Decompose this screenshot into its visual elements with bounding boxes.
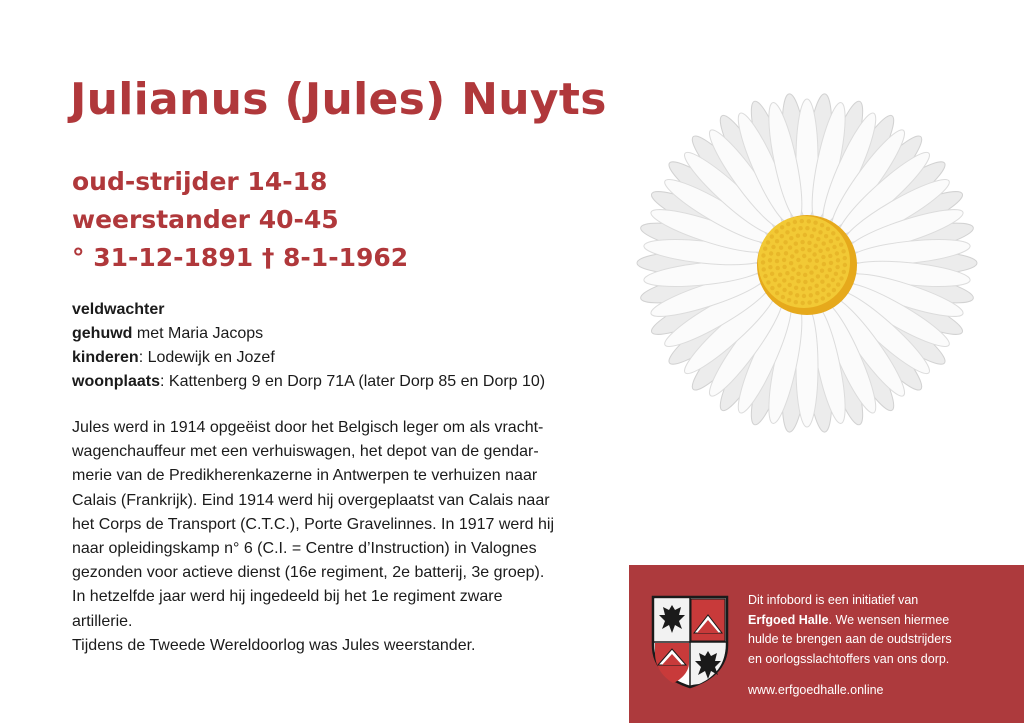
daisy-floret [788, 245, 792, 249]
daisy-floret [828, 254, 832, 258]
daisy-floret [834, 272, 838, 276]
daisy-floret [778, 273, 782, 277]
daisy-floret [839, 276, 843, 280]
daisy-floret [801, 287, 805, 291]
daisy-floret [782, 265, 786, 269]
residence-value: : Kattenberg 9 en Dorp 71A (later Dorp 85 en Dorp 10) [160, 373, 546, 390]
daisy-floret [808, 286, 812, 290]
daisy-floret [762, 267, 766, 271]
daisy-floret [818, 249, 822, 253]
daisy-floret [794, 249, 798, 253]
daisy-floret [788, 291, 792, 295]
daisy-floret [801, 301, 805, 305]
occupation: veldwachter [72, 301, 165, 318]
story-line: wagenchauffeur met een verhuiswagen, het depot van de gendar- [72, 443, 539, 461]
daisy-floret [766, 280, 770, 284]
daisy-floret [812, 227, 816, 231]
story-line: Tijdens de Tweede Wereldoorlog was Jules weerstander. [72, 636, 476, 654]
daisy-floret [826, 227, 830, 231]
daisy-floret [814, 265, 818, 269]
subtitle-veteran: oud-strijder 14-18 [72, 167, 328, 196]
daisy-floret [761, 253, 765, 257]
daisy-floret [791, 267, 795, 271]
daisy-floret [824, 234, 828, 238]
daisy-floret [802, 294, 806, 298]
daisy-floret [796, 234, 800, 238]
daisy-floret [820, 223, 824, 227]
daisy-floret [796, 258, 800, 262]
daisy-floret [814, 244, 818, 248]
story-line: naar opleidingskamp n° 6 (C.I. = Centre d’Instruction) in Valognes [72, 540, 537, 558]
daisy-floret [809, 293, 813, 297]
daisy-floret [769, 251, 773, 255]
daisy-floret [826, 247, 830, 251]
daisy-floret [794, 242, 798, 246]
married-value: met Maria Jacops [132, 325, 264, 342]
daisy-floret [832, 245, 836, 249]
daisy-floret [836, 282, 840, 286]
story-line: Jules werd in 1914 opgeëist door het Belgisch leger om als vracht- [72, 419, 544, 436]
daisy-floret [807, 300, 811, 304]
daisy-floret [843, 263, 847, 267]
daisy-floret [807, 241, 811, 245]
daisy-image [624, 82, 990, 444]
daisy-floret [792, 227, 796, 231]
info-panel [629, 565, 1024, 723]
daisy-floret [805, 265, 809, 269]
daisy-floret [803, 280, 807, 284]
story-line: In hetzelfde jaar werd hij ingedeeld bij het 1e regiment zware [72, 588, 503, 606]
daisy-floret [825, 274, 829, 278]
daisy-floret [821, 255, 825, 259]
daisy-floret [794, 300, 798, 304]
daisy-floret [774, 229, 778, 233]
daisy-floret [803, 233, 807, 237]
daisy-floret [779, 246, 783, 250]
daisy-floret [768, 258, 772, 262]
daisy-floret [842, 270, 846, 274]
married-label: gehuwd [72, 325, 133, 342]
daisy-floret [782, 258, 786, 262]
daisy-floret [780, 225, 784, 229]
daisy-floret [829, 239, 833, 243]
daisy-floret [770, 286, 774, 290]
daisy-floret [808, 258, 812, 262]
story-line: gezonden voor actieve dienst (16e regiment, 2e batterij, 3e groep). [72, 564, 545, 582]
daisy-floret [832, 288, 836, 292]
page-title: Julianus (Jules) Nuyts [70, 74, 607, 125]
daisy-floret [780, 234, 784, 238]
daisy-floret [796, 272, 800, 276]
story-line: het Corps de Transport (C.T.C.), Porte Gravelinnes. In 1917 werd hij [72, 515, 554, 533]
daisy-floret [815, 291, 819, 295]
daisy-floret [826, 283, 830, 287]
daisy-floret [775, 291, 779, 295]
daisy-floret [781, 295, 785, 299]
info-line-4: en oorlogsslachtoffers van ons dorp. [748, 651, 950, 666]
daisy-floret [816, 237, 820, 241]
daisy-floret [829, 261, 833, 265]
story-line: artillerie. [72, 612, 133, 630]
daisy-floret [783, 240, 787, 244]
subtitle-block [72, 163, 408, 277]
daisy-floret [761, 260, 765, 264]
daisy-floret [790, 276, 794, 280]
daisy-floret [787, 298, 791, 302]
daisy-floret [784, 251, 788, 255]
daisy-floret [785, 271, 789, 275]
daisy-floret [793, 220, 797, 224]
daisy-floret [770, 234, 774, 238]
daisy-floret [796, 279, 800, 283]
daisy-floret [809, 270, 813, 274]
daisy-floret [798, 265, 802, 269]
daisy-floret [836, 258, 840, 262]
daisy-floret [841, 249, 845, 253]
daisy-floret [800, 240, 804, 244]
daisy-floret [770, 272, 774, 276]
daisy-floret [807, 219, 811, 223]
daisy-floret [816, 274, 820, 278]
daisy-floret [775, 259, 779, 263]
daisy-floret [790, 254, 794, 258]
daisy-floret [835, 251, 839, 255]
daisy-floret [773, 278, 777, 282]
daisy-floret [777, 283, 781, 287]
daisy-floret [776, 252, 780, 256]
daisy-floret [801, 247, 805, 251]
daisy-floret [836, 237, 840, 241]
daisy-floret [794, 286, 798, 290]
daisy-floret [831, 278, 835, 282]
daisy-floret [843, 256, 847, 260]
daisy-floret [814, 299, 818, 303]
daisy-floret [820, 280, 824, 284]
daisy-floret [785, 230, 789, 234]
daisy-floret [782, 278, 786, 282]
children-value: : Lodewijk en Jozef [138, 349, 275, 366]
info-line-2: . We wensen hiermee [828, 612, 950, 627]
daisy-floret [835, 265, 839, 269]
daisy-floret [789, 261, 793, 265]
daisy-floret [763, 274, 767, 278]
daisy-floret [822, 262, 826, 266]
daisy-floret [827, 293, 831, 297]
daisy-floret [810, 234, 814, 238]
children-label: kinderen [72, 349, 139, 366]
daisy-floret [839, 243, 843, 247]
daisy-floret [768, 265, 772, 269]
daisy-floret [789, 236, 793, 240]
story-line: Calais (Frankrijk). Eind 1914 werd hij overgeplaatst van Calais naar [72, 491, 550, 509]
daisy-floret [763, 247, 767, 251]
subtitle-dates: ° 31-12-1891 † 8-1-1962 [72, 243, 409, 272]
daisy-floret [802, 254, 806, 258]
daisy-floret [815, 259, 819, 263]
daisy-floret [782, 288, 786, 292]
daisy-floret [800, 219, 804, 223]
daisy-floret [766, 240, 770, 244]
daisy-floret [810, 278, 814, 282]
daisy-floret [820, 269, 824, 273]
daisy-floret [813, 221, 817, 225]
daisy-floret [828, 268, 832, 272]
daisy-floret [795, 293, 799, 297]
daisy-floret [798, 226, 802, 230]
daisy-floret [788, 283, 792, 287]
daisy-floret [831, 231, 835, 235]
daisy-floret [821, 288, 825, 292]
daisy-floret [818, 230, 822, 234]
residence-label: woonplaats [72, 373, 161, 390]
org-name: Erfgoed Halle [748, 612, 829, 627]
info-line-3: hulde te brengen aan de oudstrijders [748, 632, 952, 646]
info-line-1: Dit infobord is een initiatief van [748, 593, 919, 607]
daisy-floret [815, 284, 819, 288]
daisy-floret [807, 248, 811, 252]
daisy-floret [771, 245, 775, 249]
website-link[interactable]: www.erfgoedhalle.online [748, 683, 884, 697]
daisy-floret [812, 252, 816, 256]
daisy-floret [776, 266, 780, 270]
daisy-floret [775, 239, 779, 243]
info-text [748, 591, 952, 701]
daisy-floret [786, 222, 790, 226]
story-line: merie van de Predikherenkazerne in Antwerpen te verhuizen naar [72, 467, 538, 485]
daisy-floret [803, 273, 807, 277]
biography-text [72, 416, 602, 658]
daisy-floret [822, 241, 826, 245]
daisy-floret [821, 296, 825, 300]
daisy-floret [805, 226, 809, 230]
subtitle-resistance: weerstander 40-45 [72, 205, 339, 234]
coat-of-arms-icon [649, 593, 731, 689]
facts-block [72, 298, 545, 394]
